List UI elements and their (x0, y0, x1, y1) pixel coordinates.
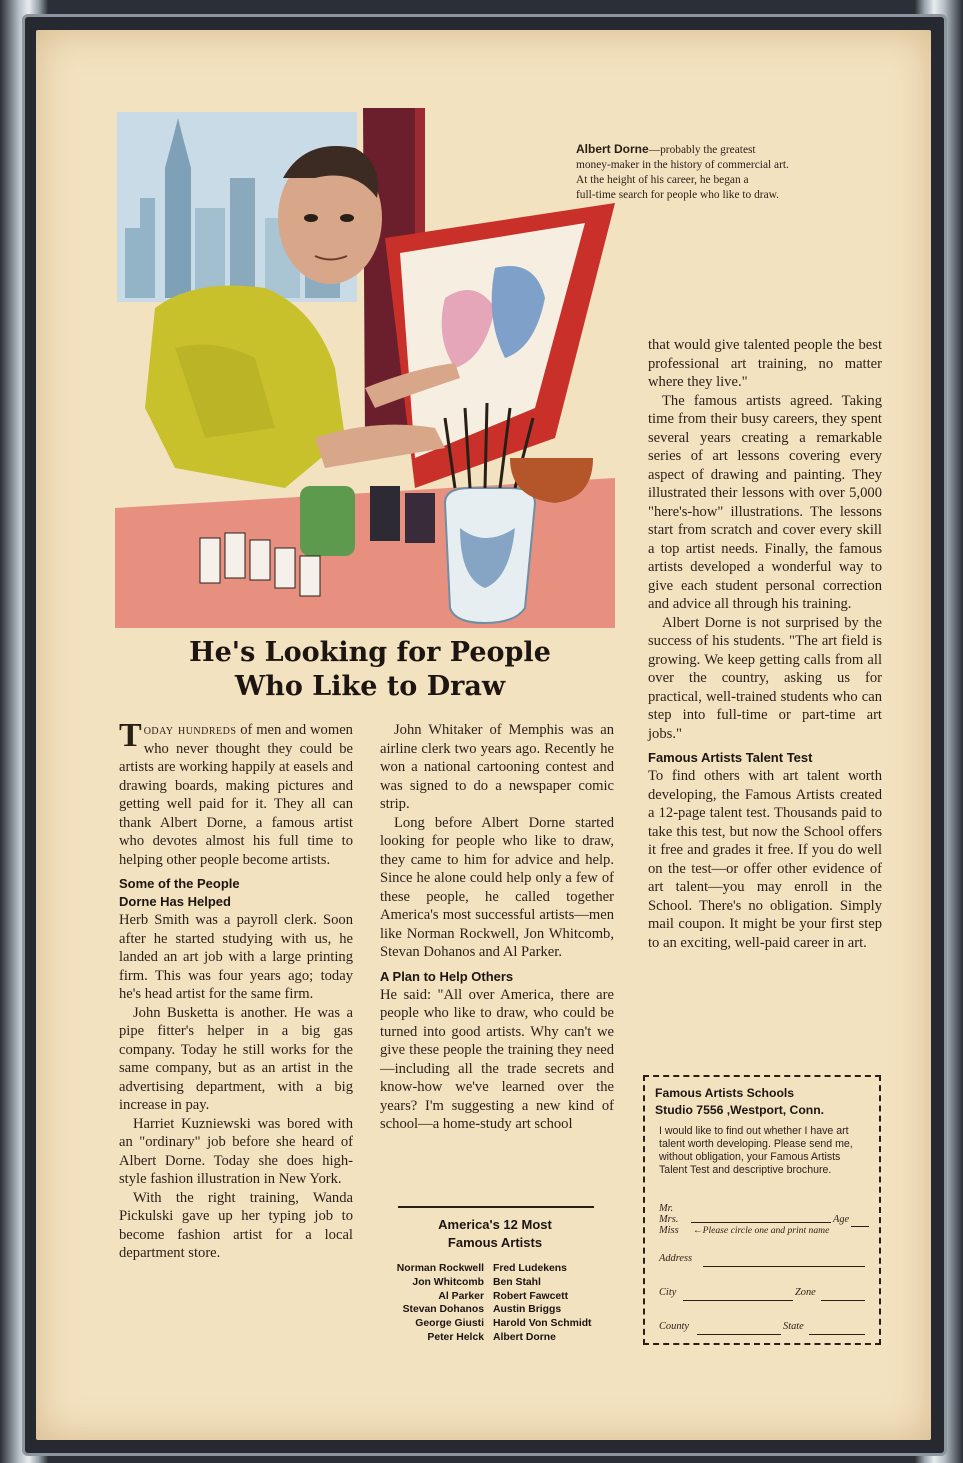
famous-title-line: America's 12 Most (438, 1217, 552, 1232)
caption-line: At the height of his career, he began a (576, 174, 749, 186)
famous-title-line: Famous Artists (447, 1235, 543, 1250)
coupon-title (655, 1085, 875, 1119)
artist-name: Al Parker (438, 1290, 484, 1302)
divider (398, 1206, 594, 1208)
headline-line: Who Like to Draw (234, 671, 506, 702)
name-line (691, 1222, 831, 1223)
headline (120, 636, 620, 704)
paragraph: John Whitaker of Memphis was an airline clerk two years ago. Recently he won a national cartooning contest and was signed to do a newspaper comic strip. (380, 722, 614, 812)
artist-name: Jon Whitcomb (412, 1276, 484, 1288)
drop-cap: T (119, 717, 142, 754)
artist-name: Ben Stahl (493, 1276, 541, 1288)
coupon-body: I would like to find out whether I have art talent worth developing. Please send me, without obligation, your Famous Artists Talent Test and descriptive brochure. (659, 1125, 853, 1176)
age-line (851, 1226, 869, 1227)
artist-name: Harold Von Schmidt (493, 1318, 592, 1330)
subheading-line: Some of the People (119, 876, 240, 891)
address-line (703, 1266, 865, 1267)
paragraph: Albert Dorne is not surprised by the success of his students. "The art field is growing. We keep getting calls from all over the country, asking us for practical, well-trained students who can step into full-time or part-time art jobs." (648, 614, 882, 742)
paragraph: John Busketta is another. He was a pipe fitter's helper in a big gas company. Today he still works for the same company, but as an artist in the advertising department, with a big increase in pay. (119, 1004, 353, 1113)
article-column-1 (119, 717, 353, 1263)
county-line (697, 1334, 781, 1335)
paragraph: To find others with art talent worth developing, the Famous Artists created a 12-page talent test. Thousands paid to take this test, but now the School offers it free and grades it free. If you do well on the test—or offer other evidence of art talent—you may enroll in the School. There's no obligation. Simply mail coupon. It might be your first step to an exciting, well-paid career in art. (648, 768, 882, 951)
subheading-line: Dorne Has Helped (119, 894, 231, 909)
paragraph: that would give talented people the best professional art training, no matter where they live." (648, 337, 882, 390)
caption-line: money-maker in the history of commercial art. (576, 159, 789, 171)
mrs-option: Mrs. (659, 1214, 679, 1225)
mr-option: Mr. (659, 1203, 674, 1214)
subheading: Famous Artists Talent Test (648, 750, 813, 765)
artist-name: Albert Dorne (493, 1332, 556, 1343)
mail-coupon (643, 1075, 881, 1345)
subheading: A Plan to Help Others (380, 968, 514, 984)
caption-line: full-time search for people who like to draw. (576, 189, 779, 201)
coupon-title-line: Famous Artists Schools (655, 1086, 795, 1100)
city-label: City (659, 1287, 677, 1298)
headline-line: He's Looking for People (189, 637, 551, 668)
paragraph: of men and women who never thought they could be artists are working happily at easels and drawing boards, making pictures and getting well paid for it. They all can thank Albert Dorne, a famous artist who devotes almost his full time to helping other people become artists. (119, 722, 353, 868)
paragraph: Harriet Kuzniewski was bored with an "ordinary" job before she heard of Albert Dorne. Today she does high-style fashion illustration in New York. (119, 1115, 353, 1187)
paragraph: Herb Smith was a payroll clerk. Soon after he started studying with us, he landed an art job with a large printing firm. This was four years ago; today he's head artist for the same firm. (119, 912, 353, 1002)
lead-small-caps: oday hundreds (143, 722, 237, 738)
albert-dorne-illustration (115, 108, 615, 628)
article-column-3 (648, 336, 882, 952)
zone-label: Zone (795, 1287, 816, 1298)
subheading (119, 875, 353, 911)
artist-name: Peter Helck (427, 1332, 484, 1343)
city-line (683, 1300, 793, 1301)
artist-name: Stevan Dohanos (402, 1304, 484, 1316)
county-label: County (659, 1321, 690, 1332)
age-label: Age (833, 1214, 850, 1225)
circle-note: ←Please circle one and print name (693, 1225, 830, 1236)
miss-option: Miss (659, 1225, 679, 1236)
artist-name: Robert Fawcett (493, 1290, 569, 1302)
artist-name: George Giusti (415, 1318, 484, 1330)
caption-name: Albert Dorne (576, 142, 649, 156)
paragraph: The famous artists agreed. Taking time from their busy careers, they spent several years creating a remarkable series of art lessons covering every aspect of drawing and painting. They illustrated their lessons with over 5,000 "here's-how" illustrations. The lessons start from scratch and cover every skill a top artist needs. Finally, the famous artists developed a wonderful way to give each student personal correction and advice all through his training. (648, 392, 882, 612)
article-column-2 (380, 721, 614, 1134)
artist-caption (576, 142, 876, 203)
address-label: Address (659, 1253, 693, 1264)
artist-name: Norman Rockwell (396, 1263, 484, 1274)
coupon-title-line: Studio 7556 ,Westport, Conn. (655, 1103, 825, 1117)
state-line (809, 1334, 865, 1335)
state-label: State (783, 1321, 804, 1332)
artist-name: Fred Ludekens (493, 1263, 567, 1274)
zone-line (821, 1300, 865, 1301)
famous-artists-title (380, 1216, 610, 1252)
paragraph: With the right training, Wanda Pickulski gave up her typing job to become fashion artist for a local department store. (119, 1189, 353, 1261)
paragraph: He said: "All over America, there are people who like to draw, who could be turned into good artists. Why can't we give these people the training they need—including all the trade secrets and know-how we've learned over the years? I'm suggesting a new kind of school—a home-study art school (380, 986, 614, 1132)
caption-line: —probably the greatest (648, 144, 756, 156)
artist-name: Austin Briggs (493, 1304, 562, 1316)
paragraph: Long before Albert Dorne started looking for people who like to draw, they came to him for advice and help. Since he alone could help only a few of these people, he called together America's most successful artists—men like Norman Rockwell, Jon Whitcomb, Stevan Dohanos and Al Parker. (380, 814, 614, 960)
